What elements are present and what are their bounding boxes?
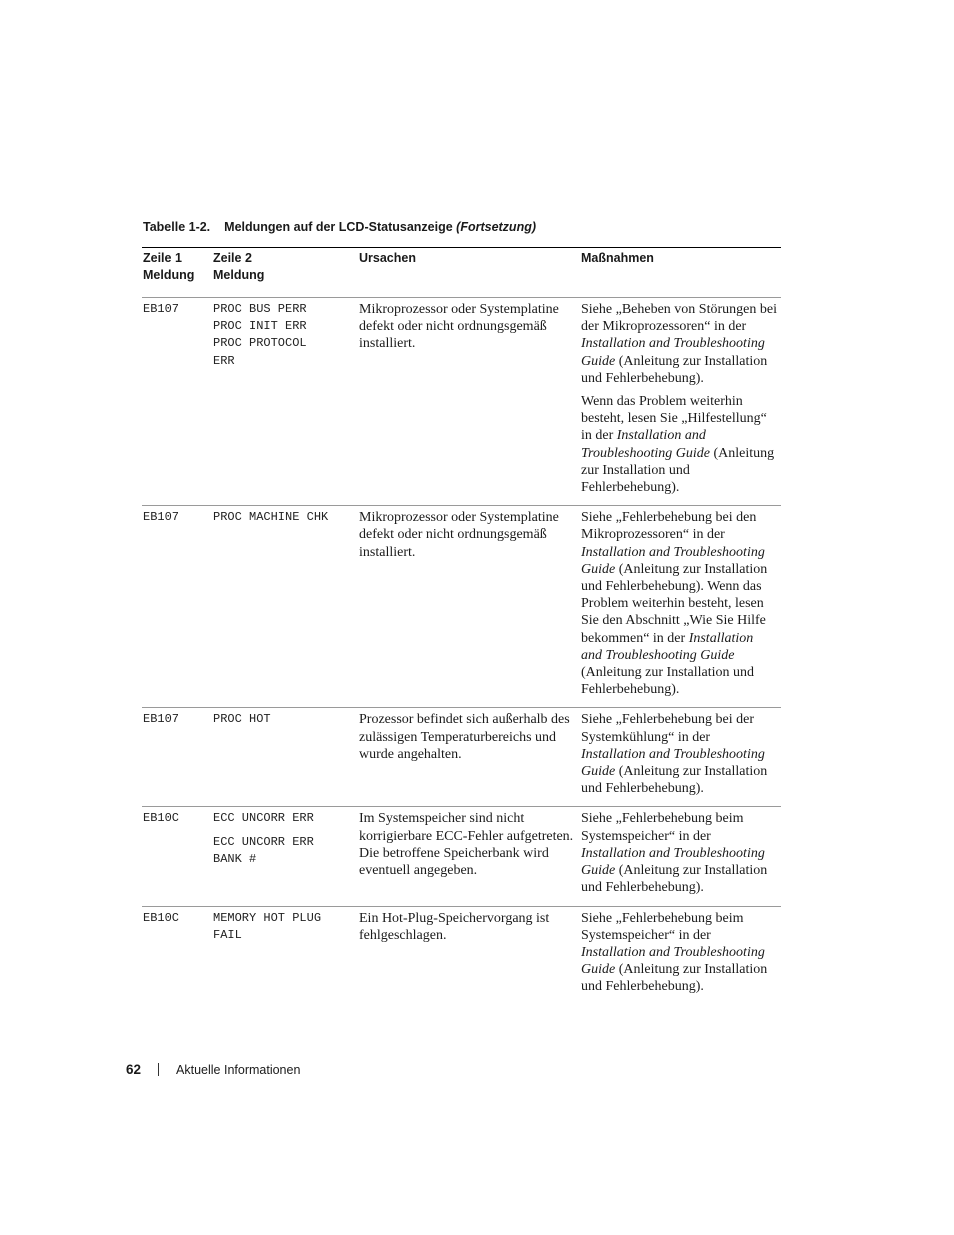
table-header-row — [142, 247, 781, 297]
row-message: MEMORY HOT PLUG FAIL — [213, 910, 322, 942]
row-code: EB107 — [143, 712, 180, 727]
row-cause: Mikroprozessor oder Systemplatine defekt oder nicht ordnungsgemäß installiert. — [359, 510, 559, 560]
row-code: EB107 — [143, 302, 180, 316]
row-cause: Prozessor befindet sich außerhalb des zulässigen Temperaturbereichs und wurde angehalten. — [359, 712, 570, 762]
row-message: PROC BUS PERR PROC INIT ERR PROC PROTOCOL ERR — [213, 302, 307, 368]
row-code: EB107 — [143, 510, 180, 525]
row-code: EB10C — [143, 811, 180, 826]
row-message: PROC MACHINE CHK — [213, 510, 329, 525]
header-actions: Maßnahmen — [581, 251, 654, 265]
row-action: Siehe „Fehlerbehebung bei den Mikroprozessoren“ in der Installation and Troubleshooting Guide (Anleitung zur Installation und Fehlerbehebung). Wenn das Problem weiterhin besteht, lesen Sie den Abschnitt „Wie Sie Hilfe bekommen“ in der Installation and Troubleshooting Guide (Anleitung zur Installation und Fehlerbehebung). — [581, 510, 768, 698]
row-action: Siehe „Fehlerbehebung bei der Systemkühlung“ in der Installation and Troubleshooting Guide (Anleitung zur Installation und Fehlerbehebung). — [581, 712, 768, 797]
row-cause: Mikroprozessor oder Systemplatine defekt oder nicht ordnungsgemäß installiert. — [359, 302, 559, 352]
table-row — [142, 297, 781, 505]
row-action: Siehe „Beheben von Störungen bei der Mikroprozessoren“ in der Installation and Troubleshooting Guide (Anleitung zur Installation und Fehlerbehebung). Wenn das Problem weiterhin besteht, lesen Sie „Hilfestellung“ in der Installation and Troubleshooting Guide (Anleitung zur Installation und Fehlerbehebung). — [581, 302, 777, 496]
caption-label: Tabelle 1-2. — [143, 220, 211, 234]
header-causes: Ursachen — [359, 251, 416, 265]
page-footer — [126, 1062, 300, 1077]
lcd-status-table — [142, 247, 781, 1005]
row-message: PROC HOT — [213, 712, 271, 727]
row-action: Siehe „Fehlerbehebung beim Systemspeicher“ in der Installation and Troubleshooting Guide (Anleitung zur Installation und Fehlerbehebung). — [581, 811, 768, 896]
table-row — [142, 906, 781, 1005]
row-message: ECC UNCORR ERR ECC UNCORR ERR BANK # — [213, 811, 314, 866]
footer-section: Aktuelle Informationen — [176, 1063, 301, 1077]
header-line2-message: Zeile 2 Meldung — [213, 251, 265, 282]
row-cause: Ein Hot-Plug-Speichervorgang ist fehlgeschlagen. — [359, 910, 550, 943]
row-action: Siehe „Fehlerbehebung beim Systemspeicher“ in der Installation and Troubleshooting Guide (Anleitung zur Installation und Fehlerbehebung). — [581, 910, 768, 995]
table-row — [142, 707, 781, 806]
row-code: EB10C — [143, 910, 180, 925]
caption-title: Meldungen auf der LCD-Statusanzeige — [224, 220, 453, 234]
footer-separator — [158, 1063, 159, 1076]
table-caption — [143, 220, 536, 234]
table-row — [142, 505, 781, 707]
table-row — [142, 806, 781, 905]
caption-continued: (Fortsetzung) — [456, 220, 537, 234]
header-line1-message: Zeile 1 Meldung — [143, 251, 195, 282]
page-number: 62 — [126, 1062, 142, 1077]
row-cause: Im Systemspeicher sind nicht korrigierbare ECC-Fehler aufgetreten. Die betroffene Speicherbank wird eventuell angegeben. — [359, 811, 574, 879]
